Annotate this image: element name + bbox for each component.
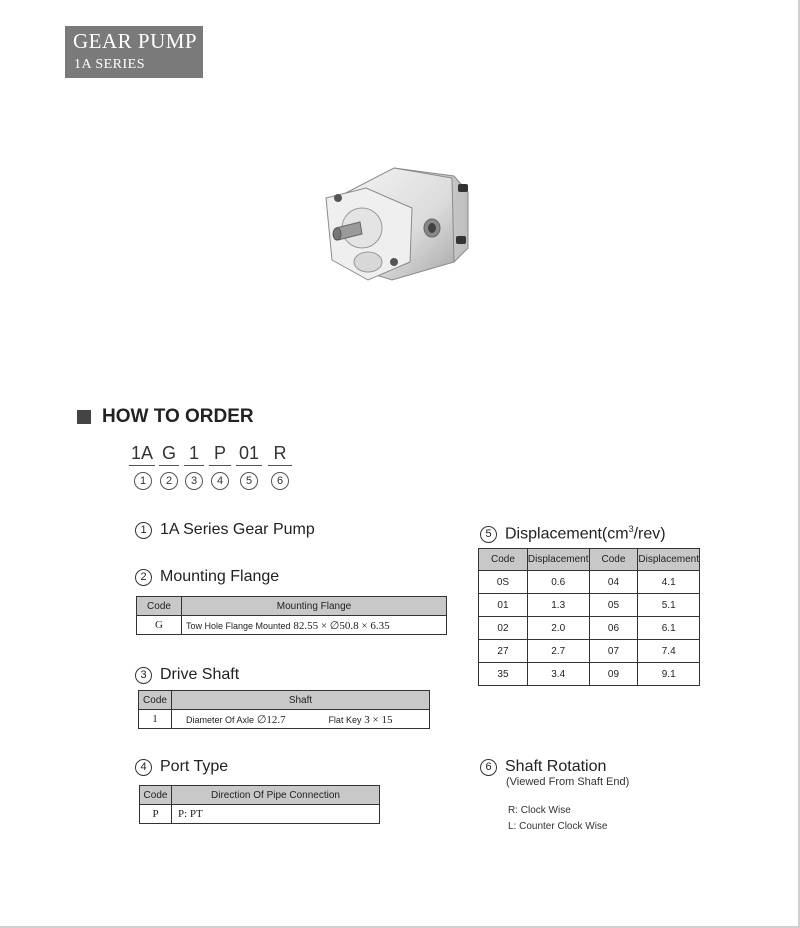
cell-code: 1 — [139, 710, 172, 729]
cell-code: P — [140, 805, 172, 824]
item-number: 2 — [135, 569, 152, 586]
cell: 2.0 — [527, 617, 589, 640]
rotation-l: L: Counter Clock Wise — [508, 821, 608, 832]
section-title: HOW TO ORDER — [102, 406, 254, 427]
mounting-flange-table — [136, 596, 447, 635]
item6-subtitle: (Viewed From Shaft End) — [506, 776, 630, 788]
item-number: 4 — [135, 759, 152, 776]
cell: 05 — [589, 594, 638, 617]
item6-heading — [480, 758, 606, 776]
order-code-part: P — [209, 443, 231, 466]
port-type-table — [139, 785, 380, 824]
order-code-part: G — [159, 443, 179, 466]
table-row — [479, 594, 700, 617]
item4-title: Port Type — [160, 758, 229, 775]
col-code: Code — [139, 691, 172, 710]
displacement-table — [478, 548, 700, 686]
item-number: 3 — [135, 667, 152, 684]
cell: 4.1 — [638, 571, 700, 594]
item3-title: Drive Shaft — [160, 666, 240, 683]
item-number: 5 — [480, 526, 497, 543]
order-code-number: 3 — [185, 472, 203, 490]
item5-title-suffix: /rev) — [633, 525, 666, 543]
cell-shaft-desc — [172, 710, 430, 729]
table-row — [479, 617, 700, 640]
table-row — [479, 663, 700, 686]
drive-shaft-table — [138, 690, 430, 729]
cell: 1.3 — [527, 594, 589, 617]
table-row — [479, 640, 700, 663]
item1-heading — [135, 521, 315, 539]
cell: 02 — [479, 617, 528, 640]
cell-port: P: PT — [172, 805, 380, 824]
series-subtitle: 1A SERIES — [74, 57, 146, 72]
section-marker — [77, 410, 91, 424]
gear-pump-image — [322, 162, 472, 291]
cell: 5.1 — [638, 594, 700, 617]
col-displacement: Displacement — [638, 549, 700, 571]
col-code: Code — [589, 549, 638, 571]
item1-title: 1A Series Gear Pump — [160, 521, 315, 538]
order-code-number: 2 — [160, 472, 178, 490]
col-direction: Direction Of Pipe Connection — [172, 786, 380, 805]
col-shaft: Shaft — [172, 691, 430, 710]
item5-heading — [480, 524, 666, 543]
axle-label: Diameter Of Axle — [186, 714, 255, 725]
key-label: Flat Key — [328, 714, 362, 725]
title-box — [65, 26, 203, 78]
cell: 3.4 — [527, 663, 589, 686]
item5-title-sup: 3 — [628, 524, 634, 534]
col-displacement: Displacement — [527, 549, 589, 571]
col-code: Code — [479, 549, 528, 571]
order-code-part: 1 — [184, 443, 204, 466]
order-code-part: 1A — [129, 443, 155, 466]
cell: 01 — [479, 594, 528, 617]
cell: 0.6 — [527, 571, 589, 594]
cell: 27 — [479, 640, 528, 663]
order-code-number: 1 — [134, 472, 152, 490]
item2-heading — [135, 568, 279, 586]
cell: 06 — [589, 617, 638, 640]
item-number: 6 — [480, 759, 497, 776]
cell: 04 — [589, 571, 638, 594]
cell: 6.1 — [638, 617, 700, 640]
cell: 7.4 — [638, 640, 700, 663]
item3-heading — [135, 666, 239, 684]
table-row — [479, 571, 700, 594]
cell-code: G — [137, 616, 182, 635]
col-code: Code — [137, 597, 182, 616]
col-code: Code — [140, 786, 172, 805]
order-code-number: 6 — [271, 472, 289, 490]
cell: 09 — [589, 663, 638, 686]
cell: 07 — [589, 640, 638, 663]
page-title: GEAR PUMP — [73, 29, 198, 53]
cell: 35 — [479, 663, 528, 686]
cell: 2.7 — [527, 640, 589, 663]
axle-value: ∅12.7 — [256, 713, 286, 726]
item6-title: Shaft Rotation — [505, 758, 607, 775]
item4-heading — [135, 758, 228, 776]
mounting-dims: 82.55 × ∅50.8 × 6.35 — [293, 619, 390, 632]
item-number: 1 — [135, 522, 152, 539]
rotation-r: R: Clock Wise — [508, 805, 571, 816]
item5-title-prefix: Displacement(cm — [505, 525, 629, 543]
order-code-part: 01 — [236, 443, 262, 466]
order-code-number: 5 — [240, 472, 258, 490]
cell: 9.1 — [638, 663, 700, 686]
mounting-text: Tow Hole Flange Mounted — [186, 620, 291, 631]
order-code-part: R — [268, 443, 292, 466]
col-mounting-flange: Mounting Flange — [182, 597, 447, 616]
cell-mounting-desc — [182, 616, 447, 635]
item2-title: Mounting Flange — [160, 568, 280, 585]
cell: 0S — [479, 571, 528, 594]
order-code-number: 4 — [211, 472, 229, 490]
key-value: 3 × 15 — [364, 713, 393, 726]
